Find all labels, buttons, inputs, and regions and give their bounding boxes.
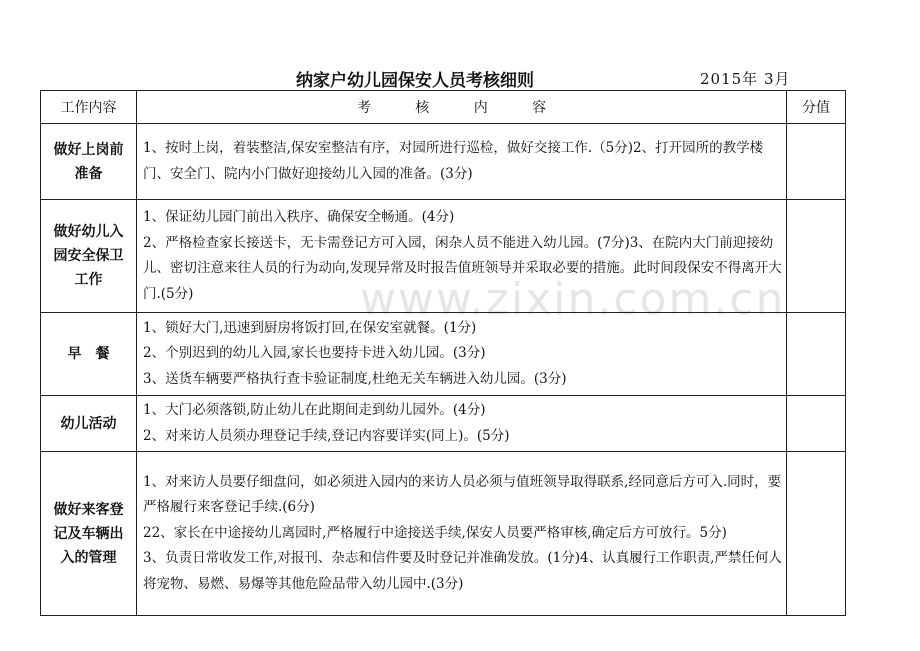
row-category: 做好来客登记及车辆出入的管理 — [41, 452, 137, 616]
header-assessment-label: 考 核 内 容 — [356, 100, 567, 116]
score-cell — [787, 200, 846, 313]
row-category: 幼儿活动 — [41, 396, 137, 452]
content-line: 3、负责日常收发工作,对报刊、杂志和信件要及时登记并准确发放。(1分)4、认真履行工作职责,严禁任何人将宠物、易燃、易爆等其他危险品带入幼儿园中.(3分) — [143, 550, 782, 592]
row-category: 早 餐 — [41, 313, 137, 396]
content-line: 1、大门必须落锁,防止幼儿在此期间走到幼儿园外。(4分) — [143, 402, 486, 418]
content-line: 2、个别迟到的幼儿入园,家长也要持卡进入幼儿园。(3分) — [143, 345, 486, 362]
content-line: 1、对来访人员要仔细盘问，如必须进入园内的来访人员必须与值班领导取得联系,经同意后方可入.同时，要严格履行来客登记手续.(6分) — [143, 473, 782, 516]
content-line: 1、锁好大门,迅速到厨房将饭打回,在保安室就餐。(1分) — [143, 319, 477, 336]
content-line: 3、送货车辆要严格执行查卡验证制度,杜绝无关车辆进入幼儿园。(3分) — [143, 370, 567, 387]
header-assessment-content — [137, 91, 787, 124]
content-line: 2、严格检查家长接送卡，无卡需登记方可入园，闲杂人员不能进入幼儿园。(7分)3、在院内大门前迎接幼儿、密切注意来往人员的行为动向,发现异常及时报告值班领导并采取必要的措施。此时间段保安不得离开大门.(5分) — [143, 234, 782, 302]
document-title: 纳家户幼儿园保安人员考核细则 — [296, 71, 534, 91]
score-cell — [787, 313, 846, 396]
table-row — [41, 452, 846, 616]
row-category: 做好上岗前准备 — [41, 124, 137, 200]
table-row — [41, 313, 846, 396]
content-line: 1、保证幼儿园门前出入秩序、确保安全畅通。(4分) — [143, 209, 455, 225]
header-score: 分值 — [787, 91, 846, 124]
content-line: 22、家长在中途接幼儿离园时,严格履行中途接送手续,保安人员要严格审核,确定后方可放行。5分) — [143, 524, 727, 541]
assessment-table — [40, 90, 846, 616]
table-header-row — [41, 91, 846, 124]
header-work-content: 工作内容 — [41, 91, 137, 124]
table-row — [41, 396, 846, 452]
watermark: www.zixin.com.cn — [360, 274, 786, 325]
score-cell — [787, 452, 846, 616]
row-content — [137, 313, 787, 396]
table-row — [41, 124, 846, 200]
content-line: 1、按时上岗，着装整洁,保安室整洁有序，对园所进行巡检，做好交接工作.（5分)2、打开园所的教学楼门、安全门、院内小门做好迎接幼儿入园的准备。(3分) — [143, 140, 764, 182]
row-content — [137, 452, 787, 616]
document-date: 2015年 3月 — [700, 70, 791, 88]
content-line: 2、对来访人员须办理登记手续,登记内容要详实(同上)。(5分) — [143, 427, 510, 444]
row-content — [137, 396, 787, 452]
row-category: 做好幼儿入园安全保卫工作 — [41, 200, 137, 313]
score-cell — [787, 396, 846, 452]
row-content — [137, 124, 787, 200]
score-cell — [787, 124, 846, 200]
row-content — [137, 200, 787, 313]
table-row — [41, 200, 846, 313]
